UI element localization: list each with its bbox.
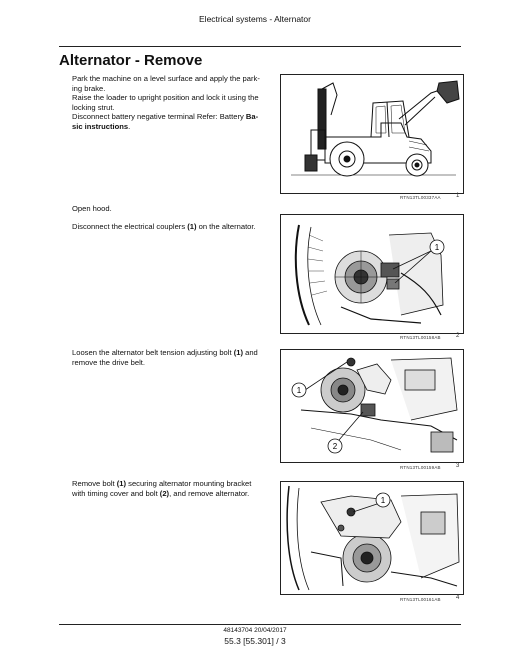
figure-2-reference: RTN13TL00158AB	[400, 335, 441, 340]
step-1-line-4: locking strut.	[72, 102, 115, 112]
figure-3-image	[280, 349, 464, 463]
figure-2-callout-1: 1	[434, 243, 440, 252]
figure-2-number: 2	[456, 333, 460, 339]
alternator-couplers-illustration	[281, 215, 463, 333]
figure-4-reference: RTN13TL00161AB	[400, 597, 441, 602]
figure-3-callout-2: 2	[332, 442, 338, 451]
figure-4-image	[280, 481, 464, 595]
step-3-line-2: remove the drive belt.	[72, 357, 146, 367]
figure-2-image	[280, 214, 464, 334]
figure-1-number: 1	[456, 193, 460, 199]
step-2-text	[72, 204, 268, 231]
step-2-line-1: Open hood.	[72, 204, 112, 213]
footer-page-number: 55.3 [55.301] / 3	[224, 636, 286, 646]
alternator-bracket-illustration	[281, 482, 463, 594]
footer-divider	[59, 624, 461, 625]
step-1-battery-reference: Disconnect battery negative terminal Refer: Battery Ba-	[72, 112, 259, 122]
page-header: Electrical systems - Alternator	[199, 14, 311, 24]
step-4-line-1: Remove bolt (1) securing alternator mounting bracket	[72, 479, 252, 488]
figure-3-number: 3	[456, 463, 460, 469]
backhoe-machine-illustration	[281, 75, 463, 193]
footer-document-id: 48143704 20/04/2017	[223, 627, 287, 634]
step-1-line-3: Raise the loader to upright position and lock it using the	[72, 93, 259, 103]
figure-3-callout-1: 1	[296, 386, 302, 395]
figure-1-reference: RTN13TL00337AA	[400, 195, 441, 200]
figure-1-image	[280, 74, 464, 194]
figure-3-reference: RTN13TL00159AB	[400, 465, 441, 470]
figure-4-callout-1: 1	[380, 496, 386, 505]
step-4-text	[72, 479, 268, 498]
step-3-text	[72, 348, 268, 367]
figure-4-number: 4	[456, 595, 460, 601]
step-1-text	[72, 74, 268, 132]
header-divider	[59, 46, 461, 47]
step-1-line-2: ing brake.	[72, 83, 106, 93]
belt-tension-bolt-illustration	[281, 350, 463, 462]
page-title: Alternator - Remove	[59, 52, 203, 69]
step-3-line-1: Loosen the alternator belt tension adjusting bolt (1) and	[72, 348, 258, 357]
step-1-line-1: Park the machine on a level surface and apply the park-	[72, 74, 260, 83]
step-2-line-2: Disconnect the electrical couplers (1) on the alternator.	[72, 221, 256, 231]
step-4-line-2: with timing cover and bolt (2), and remove alternator.	[72, 488, 250, 498]
step-1-battery-reference-cont: sic instructions.	[72, 121, 131, 131]
